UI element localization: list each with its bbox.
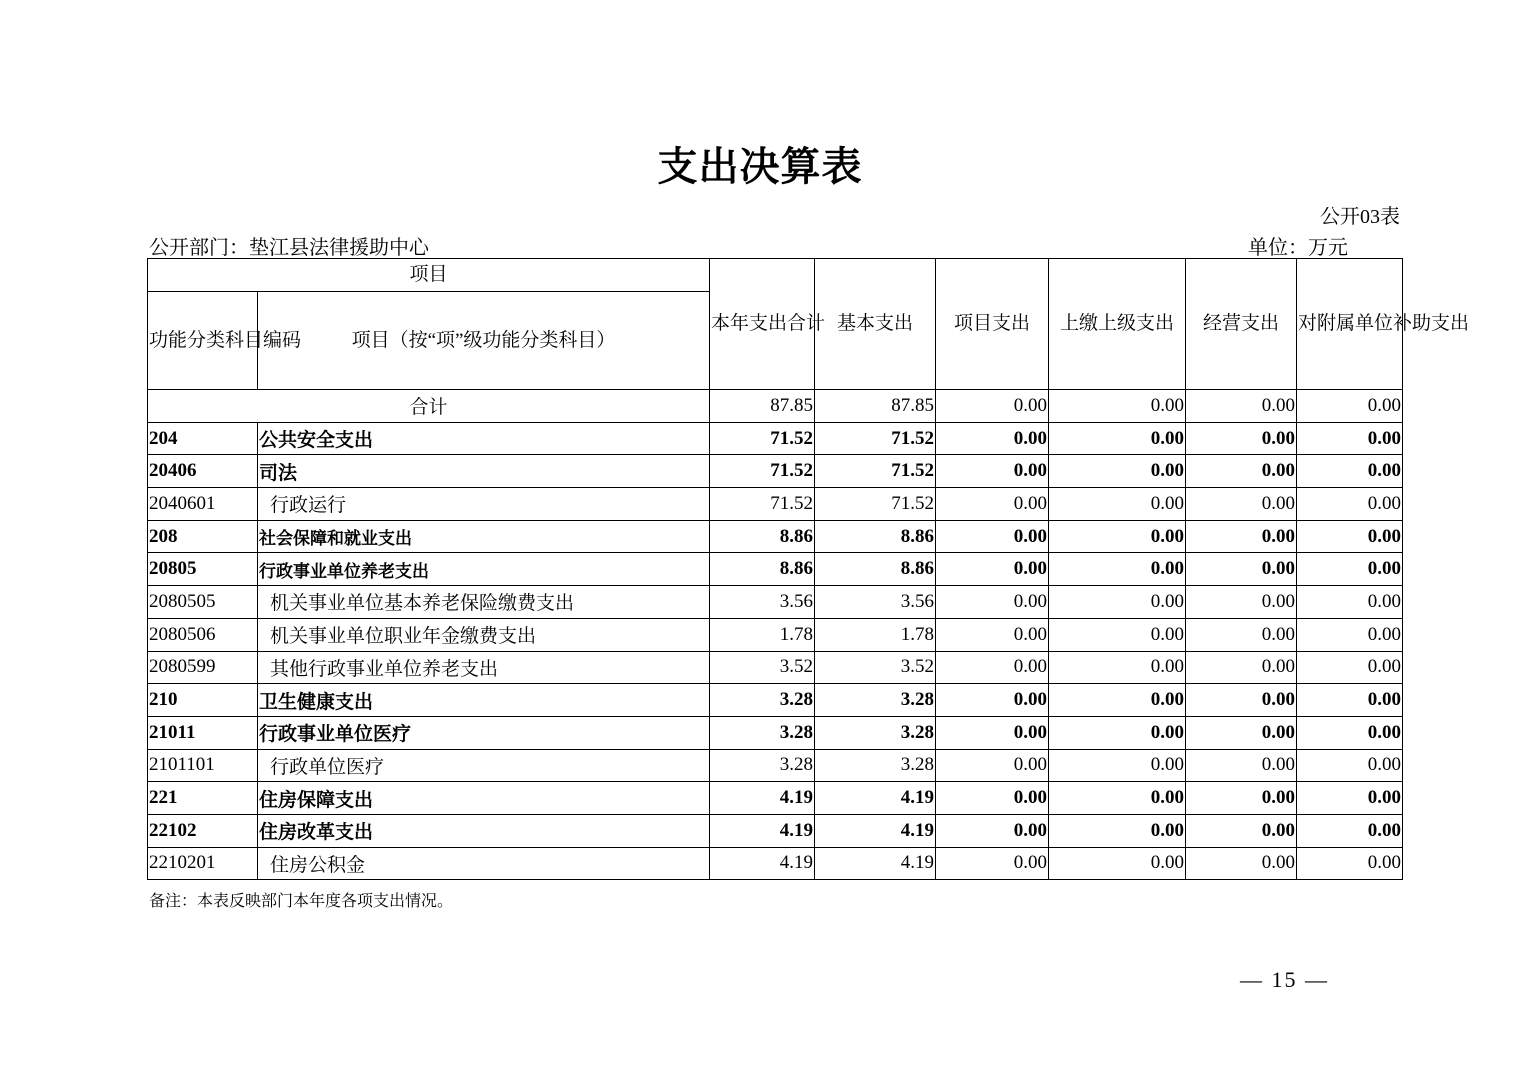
- row-code: 20406: [148, 455, 258, 488]
- row-value: 0.00: [1297, 488, 1403, 521]
- row-value: 3.28: [815, 749, 936, 782]
- table-row: [148, 586, 1403, 619]
- row-value: 0.00: [1049, 586, 1186, 619]
- table-row: [148, 651, 1403, 684]
- row-name: 住房保障支出: [258, 782, 710, 815]
- expenditure-table: [147, 258, 1470, 880]
- row-value: 0.00: [1049, 782, 1186, 815]
- row-value: 0.00: [936, 488, 1049, 521]
- row-value: 0.00: [936, 455, 1049, 488]
- row-value: 0.00: [1049, 651, 1186, 684]
- header-remit-upper: 上缴上级支出: [1049, 259, 1186, 390]
- row-code: 2210201: [148, 847, 258, 880]
- row-value: 0.00: [1049, 422, 1186, 455]
- row-name: 行政运行: [258, 488, 710, 521]
- footnote: 备注：本表反映部门本年度各项支出情况。: [149, 893, 454, 910]
- header-project: 项目: [148, 259, 710, 292]
- row-value: 4.19: [710, 782, 815, 815]
- row-value: 0.00: [1186, 847, 1297, 880]
- row-value: 0.00: [1297, 684, 1403, 717]
- row-value: 71.52: [710, 488, 815, 521]
- table-row: [148, 488, 1403, 521]
- row-value: 0.00: [1186, 684, 1297, 717]
- row-value: 0.00: [1186, 586, 1297, 619]
- row-value: 8.86: [710, 553, 815, 586]
- row-value: 3.28: [710, 684, 815, 717]
- table-number: 公开03表: [1320, 206, 1400, 228]
- row-value: 0.00: [1049, 520, 1186, 553]
- row-value: 4.19: [815, 782, 936, 815]
- row-value: 3.28: [815, 716, 936, 749]
- row-name: 司法: [258, 455, 710, 488]
- row-value: 0.00: [1297, 422, 1403, 455]
- row-value: 0.00: [1049, 455, 1186, 488]
- row-code: 221: [148, 782, 258, 815]
- row-value: 71.52: [815, 455, 936, 488]
- row-value: 0.00: [1297, 618, 1403, 651]
- table-row: [148, 782, 1403, 815]
- page-title: 支出决算表: [657, 144, 863, 189]
- row-value: 0.00: [1297, 553, 1403, 586]
- row-value: 0.00: [1186, 749, 1297, 782]
- row-value: 8.86: [815, 520, 936, 553]
- row-name: 机关事业单位职业年金缴费支出: [258, 618, 710, 651]
- row-value: 0.00: [936, 618, 1049, 651]
- row-value: 0.00: [1297, 847, 1403, 880]
- row-name: 住房改革支出: [258, 814, 710, 847]
- row-value: 0.00: [1297, 586, 1403, 619]
- row-value: 71.52: [815, 422, 936, 455]
- total-row: [148, 390, 1403, 423]
- row-code: 2101101: [148, 749, 258, 782]
- row-value: 0.00: [1186, 553, 1297, 586]
- row-name: 行政事业单位养老支出: [258, 553, 710, 586]
- row-value: 0.00: [1049, 488, 1186, 521]
- table-row: [148, 847, 1403, 880]
- row-value: 0.00: [1049, 618, 1186, 651]
- row-code: 20805: [148, 553, 258, 586]
- row-value: 0.00: [1186, 782, 1297, 815]
- row-value: 3.52: [815, 651, 936, 684]
- row-code: 2040601: [148, 488, 258, 521]
- row-value: 3.56: [710, 586, 815, 619]
- row-value: 0.00: [936, 847, 1049, 880]
- table-row: [148, 618, 1403, 651]
- row-name: 行政单位医疗: [258, 749, 710, 782]
- table-row: [148, 749, 1403, 782]
- row-value: 0.00: [936, 422, 1049, 455]
- row-code: 21011: [148, 716, 258, 749]
- row-code: 22102: [148, 814, 258, 847]
- row-value: 3.52: [710, 651, 815, 684]
- row-value: 1.78: [815, 618, 936, 651]
- row-value: 0.00: [1186, 651, 1297, 684]
- table-row: [148, 814, 1403, 847]
- row-name: 公共安全支出: [258, 422, 710, 455]
- row-value: 0.00: [1186, 488, 1297, 521]
- row-name: 其他行政事业单位养老支出: [258, 651, 710, 684]
- row-value: 4.19: [815, 847, 936, 880]
- total-label: 合计: [148, 390, 710, 423]
- row-value: 0.00: [1186, 422, 1297, 455]
- row-value: 0.00: [936, 749, 1049, 782]
- header-total-expenditure: 本年支出合计: [710, 259, 815, 390]
- total-cell: 0.00: [1049, 390, 1186, 423]
- row-code: 210: [148, 684, 258, 717]
- row-value: 0.00: [1297, 520, 1403, 553]
- table-row: [148, 553, 1403, 586]
- row-value: 0.00: [936, 651, 1049, 684]
- row-name: 卫生健康支出: [258, 684, 710, 717]
- row-code: 2080506: [148, 618, 258, 651]
- row-value: 0.00: [1049, 716, 1186, 749]
- row-code: 2080505: [148, 586, 258, 619]
- header-basic-expenditure: 基本支出: [815, 259, 936, 390]
- row-name: 社会保障和就业支出: [258, 520, 710, 553]
- unit-label: 单位：万元: [1248, 237, 1348, 259]
- row-value: 3.28: [815, 684, 936, 717]
- table-row: [148, 520, 1403, 553]
- row-value: 0.00: [1186, 455, 1297, 488]
- row-value: 0.00: [1186, 716, 1297, 749]
- row-value: 0.00: [1297, 651, 1403, 684]
- row-value: 0.00: [1186, 814, 1297, 847]
- table-row: [148, 422, 1403, 455]
- row-value: 0.00: [1297, 716, 1403, 749]
- total-cell: 0.00: [1186, 390, 1297, 423]
- total-cell: 87.85: [815, 390, 936, 423]
- table-row: [148, 455, 1403, 488]
- row-value: 3.28: [710, 716, 815, 749]
- row-value: 0.00: [936, 716, 1049, 749]
- row-value: 4.19: [710, 814, 815, 847]
- row-value: 0.00: [1049, 814, 1186, 847]
- total-cell: 0.00: [1297, 390, 1403, 423]
- table-row: [148, 716, 1403, 749]
- total-cell: 0.00: [936, 390, 1049, 423]
- row-value: 0.00: [1297, 455, 1403, 488]
- row-code: 204: [148, 422, 258, 455]
- row-value: 3.56: [815, 586, 936, 619]
- row-value: 71.52: [710, 422, 815, 455]
- row-value: 3.28: [710, 749, 815, 782]
- row-value: 0.00: [1297, 814, 1403, 847]
- header-code: 功能分类科目编码: [148, 292, 258, 390]
- row-value: 0.00: [936, 553, 1049, 586]
- row-value: 0.00: [1049, 553, 1186, 586]
- header-operating-expenditure: 经营支出: [1186, 259, 1297, 390]
- row-value: 0.00: [936, 684, 1049, 717]
- row-value: 71.52: [815, 488, 936, 521]
- row-value: 0.00: [936, 520, 1049, 553]
- row-value: 4.19: [710, 847, 815, 880]
- row-value: 8.86: [815, 553, 936, 586]
- row-value: 0.00: [1186, 520, 1297, 553]
- header-subsidy-affiliated: 对附属单位补助支出: [1297, 259, 1403, 390]
- row-value: 0.00: [1186, 618, 1297, 651]
- row-value: 71.52: [710, 455, 815, 488]
- header-project-expenditure: 项目支出: [936, 259, 1049, 390]
- header-item-name: 项目（按“项”级功能分类科目）: [258, 292, 710, 390]
- row-value: 0.00: [936, 586, 1049, 619]
- row-value: 0.00: [1049, 847, 1186, 880]
- row-value: 0.00: [1297, 749, 1403, 782]
- department-label: 公开部门：垫江县法律援助中心: [149, 237, 429, 259]
- row-code: 208: [148, 520, 258, 553]
- row-value: 1.78: [710, 618, 815, 651]
- row-value: 0.00: [1049, 749, 1186, 782]
- row-code: 2080599: [148, 651, 258, 684]
- row-value: 0.00: [936, 814, 1049, 847]
- row-name: 行政事业单位医疗: [258, 716, 710, 749]
- row-name: 住房公积金: [258, 847, 710, 880]
- row-value: 0.00: [1049, 684, 1186, 717]
- row-value: 0.00: [936, 782, 1049, 815]
- total-cell: 87.85: [710, 390, 815, 423]
- row-name: 机关事业单位基本养老保险缴费支出: [258, 586, 710, 619]
- row-value: 8.86: [710, 520, 815, 553]
- page-number: — 15 —: [1240, 967, 1329, 992]
- row-value: 4.19: [815, 814, 936, 847]
- table-row: [148, 684, 1403, 717]
- row-value: 0.00: [1297, 782, 1403, 815]
